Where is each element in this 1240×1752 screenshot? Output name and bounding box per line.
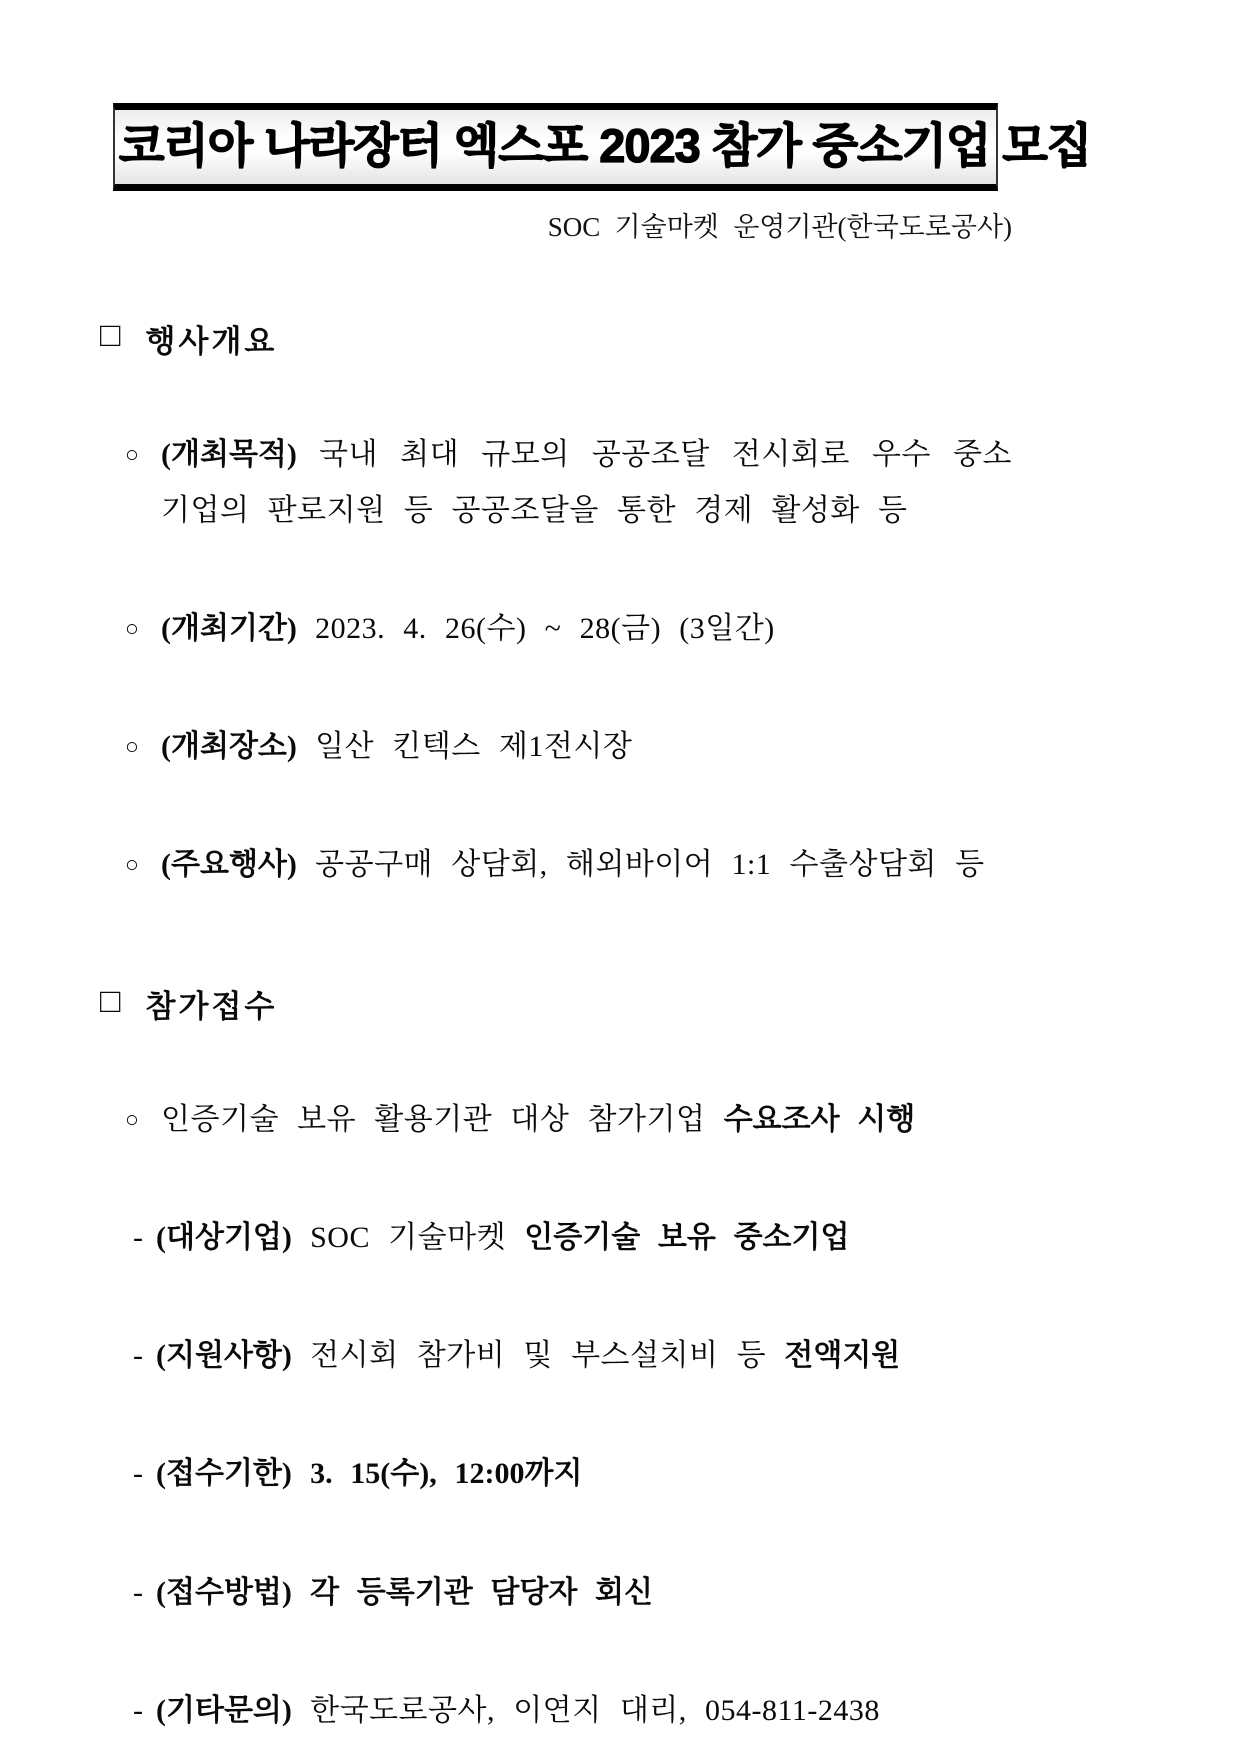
circle-bullet-icon: ○ <box>125 615 139 641</box>
list-item-text <box>156 1683 1012 1739</box>
item-emphasis: 전액지원 <box>784 1339 901 1373</box>
dash-bullet-icon: - <box>133 1221 143 1255</box>
item-body: 2023. 4. 26(수) ~ 28(금) (3일간) <box>315 611 775 645</box>
list-item <box>133 1328 1012 1384</box>
item-body: 공공구매 상담회, 해외바이어 1:1 수출상담회 등 <box>315 848 985 882</box>
item-body: 일산 킨텍스 제1전시장 <box>315 729 633 763</box>
item-emphasis: 수요조사 시행 <box>723 1103 916 1137</box>
list-item-text <box>161 837 1012 893</box>
list-item <box>125 427 1012 539</box>
section-heading <box>100 316 1012 361</box>
item-label: (기타문의) <box>156 1693 292 1727</box>
subtitle-organizer: SOC 기술마켓 운영기관(한국도로공사) <box>547 211 1012 242</box>
section-heading <box>100 981 1012 1026</box>
dash-bullet-icon: - <box>133 1575 143 1609</box>
square-bullet-icon: □ <box>100 317 124 355</box>
list-item-text <box>156 1328 1012 1384</box>
list-item-text <box>156 1565 1012 1621</box>
item-body: SOC 기술마켓 <box>310 1221 507 1255</box>
section-registration <box>100 981 1012 1739</box>
list-item <box>133 1446 1012 1502</box>
list-item-text <box>156 1210 1012 1266</box>
page-title: 코리아 나라장터 엑스포 2023 참가 중소기업 모집 <box>119 119 1092 172</box>
item-emphasis: 인증기술 보유 중소기업 <box>524 1221 850 1255</box>
circle-bullet-icon: ○ <box>125 441 139 467</box>
list-item <box>133 1565 1012 1621</box>
list-item <box>133 1210 1012 1266</box>
list-item-text <box>161 1092 1012 1148</box>
circle-bullet-icon: ○ <box>125 1107 139 1133</box>
item-label: (개최장소) <box>161 729 297 763</box>
item-body: 국내 최대 규모의 공공조달 전시회로 우수 중소기업의 판로지원 등 공공조달을 통한 경제 활성화 등 <box>161 437 1012 527</box>
item-label: (주요행사) <box>161 848 297 882</box>
list-item-text <box>161 719 1012 775</box>
circle-bullet-icon: ○ <box>125 852 139 878</box>
item-emphasis: 각 등록기관 담당자 회신 <box>310 1575 654 1609</box>
list-item-text <box>156 1446 1012 1502</box>
item-label: (지원사항) <box>156 1339 292 1373</box>
item-body: 전시회 참가비 및 부스설치비 등 <box>310 1339 767 1373</box>
list-item <box>133 1683 1012 1739</box>
list-item <box>125 601 1012 657</box>
section-heading-label: 참가접수 <box>145 989 278 1025</box>
item-label: (개최목적) <box>161 437 297 471</box>
circle-bullet-icon: ○ <box>125 733 139 759</box>
dash-bullet-icon: - <box>133 1457 143 1491</box>
item-emphasis: 3. 15(수), 12:00까지 <box>310 1457 583 1491</box>
content-column <box>100 103 1092 1739</box>
item-label: (접수방법) <box>156 1575 292 1609</box>
list-item <box>125 719 1012 775</box>
section-heading-label: 행사개요 <box>145 323 278 359</box>
list-item-text <box>161 427 1012 539</box>
list-item <box>125 837 1012 893</box>
square-bullet-icon: □ <box>100 982 124 1020</box>
item-label: (대상기업) <box>156 1221 292 1255</box>
item-body: 한국도로공사, 이연지 대리, 054-811-2438 <box>310 1693 880 1727</box>
item-label: (접수기한) <box>156 1457 292 1491</box>
section-event-overview <box>100 316 1012 893</box>
list-item-text <box>161 601 1012 657</box>
item-label: (개최기간) <box>161 611 297 645</box>
dash-bullet-icon: - <box>133 1693 143 1727</box>
title-banner <box>113 103 1092 191</box>
dash-bullet-icon: - <box>133 1339 143 1373</box>
list-item <box>125 1092 1012 1148</box>
item-body: 인증기술 보유 활용기관 대상 참가기업 <box>161 1103 706 1137</box>
